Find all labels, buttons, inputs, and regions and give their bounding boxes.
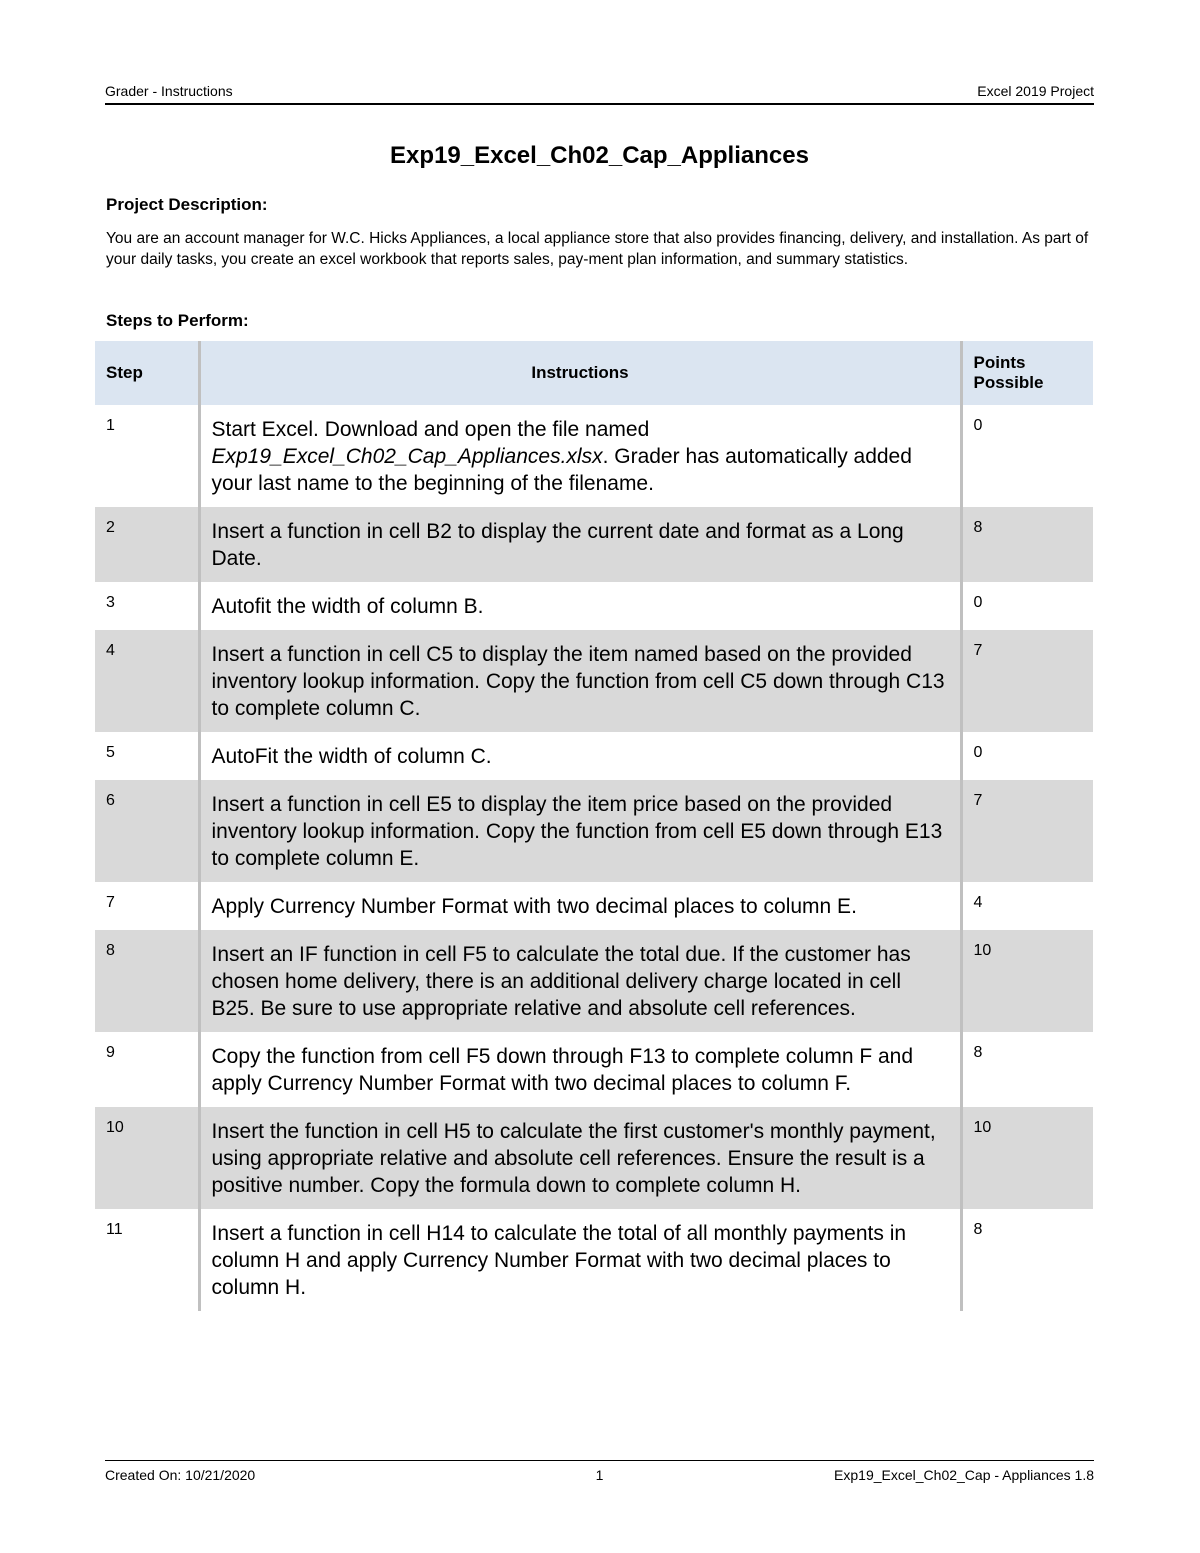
footer-document-id: Exp19_Excel_Ch02_Cap - Appliances 1.8 (834, 1467, 1094, 1483)
step-number: 9 (106, 1044, 115, 1061)
step-instruction: Insert an IF function in cell F5 to calculate the total due. If the customer has chosen home delivery, there is an additional delivery charge located in cell B25. Be sure to use appropriate relative and absolute cell references. (199, 930, 961, 1032)
instruction-text: . Grader has automatically added your last name to the beginning of the filename. (211, 445, 912, 495)
step-instruction: Insert a function in cell C5 to display the item named based on the provided inventory lookup information. Copy the function from cell C5 down through C13 to complete column C. (199, 630, 961, 732)
header-points: Points Possible (961, 341, 1093, 405)
step-instruction: Insert a function in cell E5 to display the item price based on the provided inventory lookup information. Copy the function from cell E5 down through E13 to complete column E. (199, 780, 961, 882)
step-number: 2 (95, 507, 199, 582)
step-points: 0 (973, 417, 983, 434)
step-instruction (199, 405, 961, 507)
table-row (95, 405, 1093, 507)
step-points: 8 (973, 1044, 983, 1061)
step-instruction: Insert a function in cell B2 to display the current date and format as a Long Date. (199, 507, 961, 582)
table-row (95, 1209, 1093, 1311)
project-description-label: Project Description: (106, 195, 268, 214)
table-header-row (95, 341, 1093, 405)
step-number: 8 (95, 930, 199, 1032)
step-number: 10 (95, 1107, 199, 1209)
table-row (95, 1032, 1093, 1107)
step-instruction: Apply Currency Number Format with two decimal places to column E. (199, 882, 961, 930)
step-number: 5 (106, 744, 115, 761)
step-instruction: Copy the function from cell F5 down through F13 to complete column F and apply Currency Number Format with two decimal places to column F. (199, 1032, 961, 1107)
header-left: Grader - Instructions (105, 83, 233, 99)
step-instruction: Autofit the width of column B. (199, 582, 961, 630)
table-row (95, 930, 1093, 1032)
step-number: 4 (95, 630, 199, 732)
step-points: 8 (961, 507, 1093, 582)
step-number: 11 (106, 1221, 123, 1238)
page-title: Exp19_Excel_Ch02_Cap_Appliances (390, 142, 809, 169)
step-instruction: Insert a function in cell H14 to calculate the total of all monthly payments in column H and apply Currency Number Format with two decimal places to column H. (199, 1209, 961, 1311)
step-points: 10 (961, 1107, 1093, 1209)
step-points: 4 (973, 894, 983, 911)
instruction-text: Start Excel. Download and open the file named (211, 418, 650, 441)
step-points: 7 (961, 780, 1093, 882)
table-row (95, 630, 1093, 732)
step-points: 0 (973, 744, 983, 761)
steps-table (95, 341, 1093, 1311)
table-row (95, 882, 1093, 930)
footer-created-on: Created On: 10/21/2020 (105, 1467, 256, 1483)
header-right: Excel 2019 Project (977, 83, 1094, 99)
project-description: You are an account manager for W.C. Hicks Appliances, a local appliance store that also provides financing, delivery, and installation. As part of your daily tasks, you create an excel workbook that reports sales, pay-ment plan information, and summary statistics. (106, 230, 1089, 268)
step-points: 8 (973, 1221, 983, 1238)
step-number: 7 (106, 894, 115, 911)
steps-label: Steps to Perform: (106, 311, 249, 330)
table-row (95, 732, 1093, 780)
table-row (95, 582, 1093, 630)
table-row (95, 507, 1093, 582)
step-number: 6 (95, 780, 199, 882)
step-number: 1 (106, 417, 115, 434)
table-row (95, 780, 1093, 882)
step-points: 7 (961, 630, 1093, 732)
footer-page-number: 1 (595, 1467, 604, 1483)
page-footer (105, 1460, 1094, 1485)
step-points: 0 (973, 594, 983, 611)
filename-text: Exp19_Excel_Ch02_Cap_Appliances.xlsx (211, 445, 603, 468)
page-header (105, 83, 1094, 105)
table-row (95, 1107, 1093, 1209)
step-points: 10 (961, 930, 1093, 1032)
header-step: Step (95, 341, 199, 405)
step-instruction: AutoFit the width of column C. (199, 732, 961, 780)
step-number: 3 (106, 594, 115, 611)
header-instructions: Instructions (199, 341, 961, 405)
step-instruction: Insert the function in cell H5 to calculate the first customer's monthly payment, using appropriate relative and absolute cell references. Ensure the result is a positive number. Copy the formula down to complete column H. (199, 1107, 961, 1209)
